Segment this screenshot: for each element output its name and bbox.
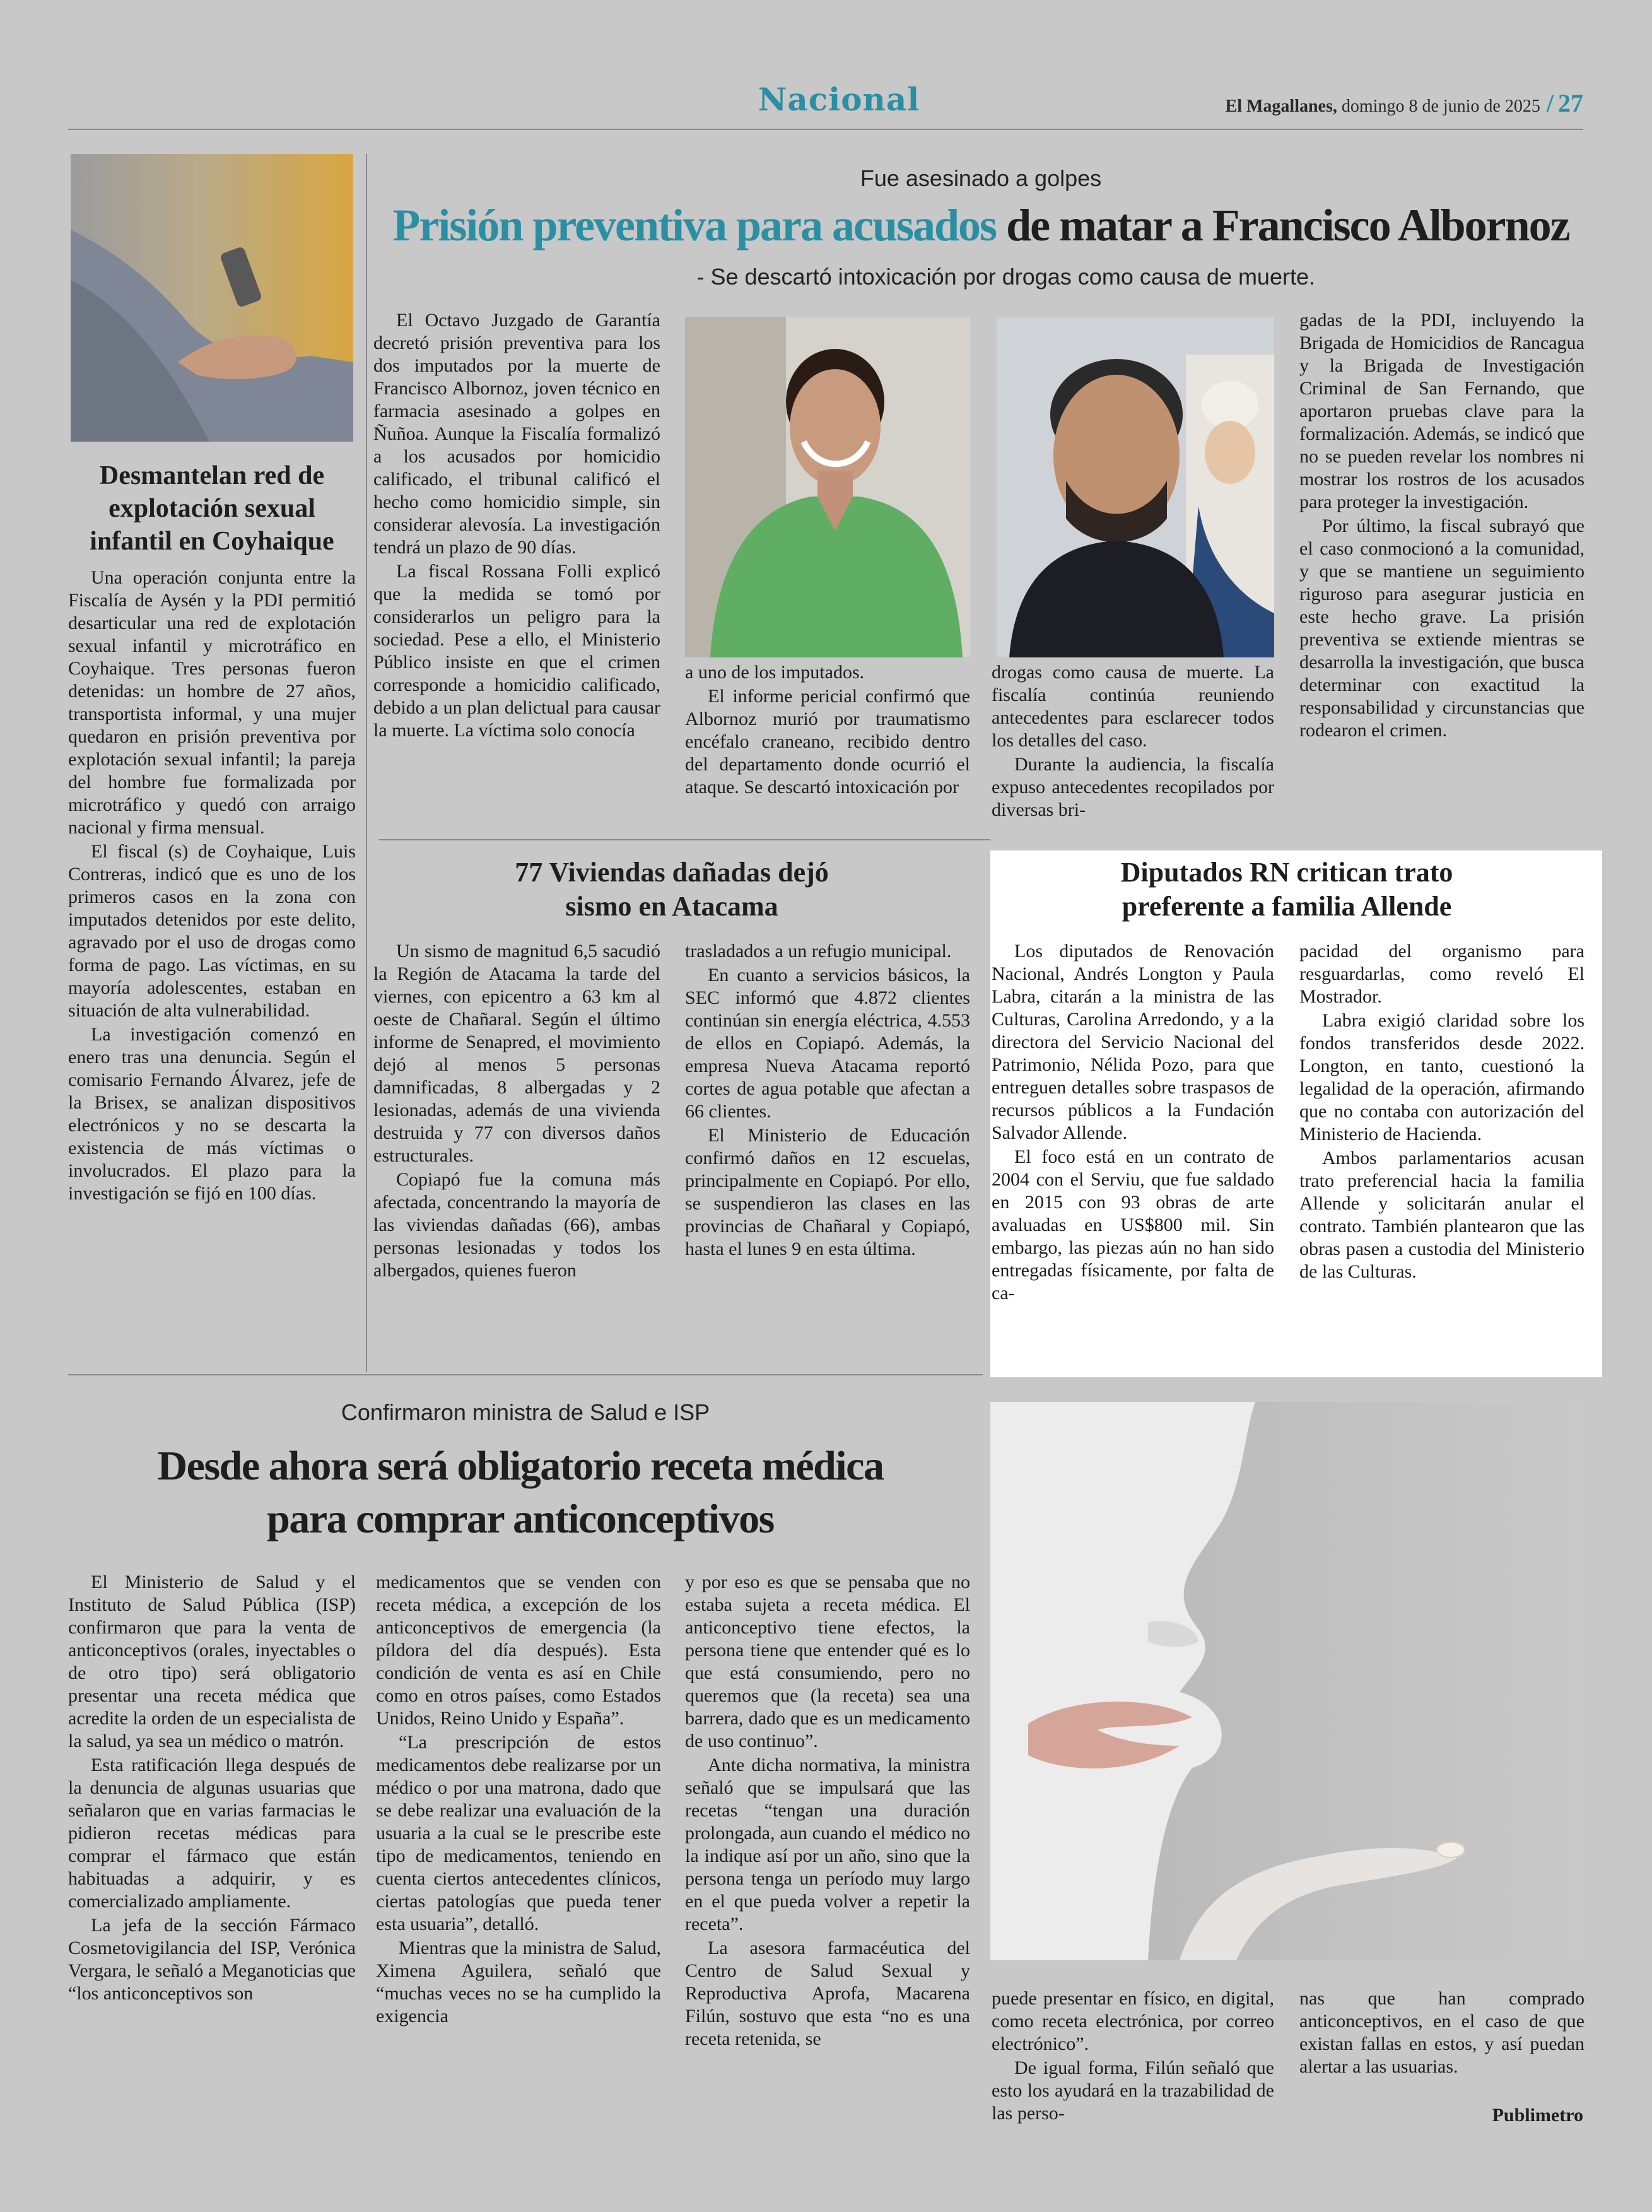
rn-paragraph: El foco está en un contrato de 2004 con el Serviu, que fue saldado en 2015 con 93 obras de arte avaluadas en US$800 mil. Sin embargo, las piezas aún no han sido entregadas físicamente, por falta de ca- (992, 1146, 1274, 1303)
pill-paragraph: Ante dicha normativa, la ministra señaló que se impulsará que las recetas “tengan una duración prolongada, aun cuando el médico no la indique así por un año, sino que la persona tenga un período muy largo en el que pueda volver a repetir la receta”. (685, 1755, 970, 1934)
pill-paragraph: medicamentos que se venden con receta médica, a excepción de los anticonceptivos de emergencia (la píldora del día después). Esta condición de venta es así en Chile como en otros países, como Estados Unidos, Reino Unido y España”. (376, 1572, 661, 1729)
lead-headline-accent: Prisión preventiva para acusados (392, 200, 997, 250)
lead-photo-right (997, 317, 1274, 657)
pill-paragraph: La asesora farmacéutica del Centro de Salud Sexual y Reproductiva Aprofa, Macarena Filún, sostuvo que esta “no es una receta retenida, se (685, 1938, 970, 2049)
quake-paragraph: En cuanto a servicios básicos, la SEC informó que 4.872 clientes continúan sin energía eléctrica, 4.553 de ellos en Copiapó. Además, la empresa Nueva Atacama reportó cortes de agua potable que afectan a 66 clientes. (685, 965, 970, 1122)
rn-paragraph: Ambos parlamentarios acusan trato preferencial hacia la familia Allende y solicitarán anular el contrato. También plantearon que las obras pasen a custodia del Ministerio de las Culturas. (1299, 1148, 1585, 1282)
pill-paragraph: nas que han comprado anticonceptivos, en el caso de que existan fallas en estos, y así puedan alertar a las usuarias. (1299, 1988, 1585, 2077)
rn-paragraph: pacidad del organismo para resguardarlas, como reveló El Mostrador. (1299, 941, 1585, 1007)
lead-column-2 (685, 661, 970, 800)
pill-paragraph: y por eso es que se pensaba que no estaba sujeta a receta médica. El anticonceptivo tiene efectos, la persona tiene que entender qué es lo que está consumiendo, pero no queremos que (la receta) sea una barrera, dado que es un medicamento de uso continuo”. (685, 1572, 970, 1751)
quake-title: 77 Viviendas dañadas dejó sismo en Atacama (515, 857, 829, 922)
lead-paragraph: Por último, la fiscal subrayó que el caso conmocionó a la comunidad, y que se mantiene un seguimiento riguroso para asegurar justicia en este hecho grave. La prisión preventiva se extiende mientras se desarrolla la investigación, que busca determinar con exactitud la responsabilidad y circunstancias que rodearon el crimen. (1299, 515, 1585, 741)
pill-column-4 (992, 1987, 1274, 2126)
section-rule (68, 1374, 983, 1375)
side-paragraph: La investigación comenzó en enero tras una denuncia. Según el comisario Fernando Álvarez, jefe de la Brisex, se analizan dispositivos electrónicos y no se descarta la existencia de más víctimas o involucrados. El plazo para la investigación se fijó en 100 días. (68, 1024, 356, 1204)
lead-column-1 (373, 309, 660, 743)
rn-paragraph: Los diputados de Renovación Nacional, Andrés Longton y Paula Labra, citarán a la ministra de las Culturas, Carolina Arredondo, y a la directora del Servicio Nacional del Patrimonio, Nélida Pozo, para que entreguen detalles sobre traspasos de recursos públicos a la Fundación Salvador Allende. (992, 941, 1274, 1143)
lead-subhead: - Se descartó intoxicación por drogas como causa de muerte. (696, 264, 1315, 290)
pill-kicker: Confirmaron ministra de Salud e ISP (341, 1399, 710, 1425)
woman-nose-pill-photo-icon (990, 1402, 1583, 1960)
pill-column-1 (68, 1571, 356, 2006)
lead-photo-left (685, 317, 970, 657)
pill-paragraph: El Ministerio de Salud y el Instituto de Salud Pública (ISP) confirmaron que para la venta de anticonceptivos (orales, inyectables o de otro tipo) será obligatorio presentar una receta médica que acredite la orden de un especialista de la salud, ya sea un médico o matrón. (68, 1572, 356, 1751)
page-number: 27 (1558, 89, 1583, 117)
quake-paragraph: trasladados a un refugio municipal. (685, 941, 952, 962)
issue-date: domingo 8 de junio de 2025 (1337, 97, 1540, 116)
rn-title: Diputados RN critican trato preferente a familia Allende (1120, 857, 1453, 922)
rn-paragraph: Labra exigió claridad sobre los fondos transferidos desde 2022. Longton, en tanto, cuestionó la legalidad de la operación, afirmando que no contaba con autorización del Ministerio de Hacienda. (1299, 1010, 1585, 1144)
man-green-scrubs-photo-icon (685, 317, 970, 657)
lead-paragraph: a uno de los imputados. (685, 662, 865, 683)
lead-paragraph: drogas como causa de muerte. La fiscalía continúa reuniendo antecedentes para esclarecer todos los detalles del caso. (992, 662, 1274, 751)
lead-column-3 (992, 661, 1274, 823)
side-photo (71, 154, 353, 442)
masthead-info (1110, 88, 1583, 118)
quake-paragraph: El Ministerio de Educación confirmó daños en 12 escuelas, principalmente en Copiapó. Por ello, se suspendieron las clases en las provincias de Chañaral y Copiapó, hasta el lunes 9 en esta última. (685, 1125, 970, 1259)
pill-column-3 (685, 1571, 970, 2052)
lead-paragraph: El informe pericial confirmó que Albornoz murió por traumatismo encéfalo craneano, recibido dentro del departamento donde ocurrió el ataque. Se descartó intoxicación por (685, 686, 970, 797)
masthead-rule (68, 129, 1583, 130)
lead-paragraph: gadas de la PDI, incluyendo la Brigada de Homicidios de Rancagua y la Brigada de Investigación Criminal de San Fernando, que aportaron pruebas clave para la formalización. Además, se indicó que no se pueden revelar los nombres ni mostrar los rostros de los acusados para proteger la investigación. (1299, 310, 1585, 512)
hand-photo-icon (71, 154, 353, 442)
side-paragraph: El fiscal (s) de Coyhaique, Luis Contreras, indicó que es uno de los primeros casos en la zona con imputados detenidos por este delito, agravado por el uso de drogas como forma de pago. Las víctimas, en su mayoría adolescentes, estaban en situación de alta vulnerabilidad. (68, 841, 356, 1021)
quake-paragraph: Un sismo de magnitud 6,5 sacudió la Región de Atacama la tarde del viernes, con epicentro a 63 km al oeste de Chañaral. Según el último informe de Senapred, el movimiento dejó al menos 5 personas damnificadas, 8 albergadas y 2 lesionadas, además de una vivienda destruida y 77 con diversos daños estructurales. (373, 941, 660, 1166)
pill-credit: Publimetro (1492, 2105, 1583, 2126)
pill-paragraph: Esta ratificación llega después de la denuncia de algunas usuarias que señalaron que en varias farmacias le pidieron recetas médicas para comprar el fármaco que están habituadas a adquirir, y es comercializado ampliamente. (68, 1755, 356, 1912)
quake-column-2 (685, 940, 970, 1262)
pill-paragraph: puede presentar en físico, en digital, como receta electrónica, por correo electrónico”. (992, 1988, 1274, 2054)
pill-paragraph: De igual forma, Filún señaló que esto los ayudará en la trazabilidad de las perso- (992, 2057, 1274, 2124)
pill-paragraph: Mientras que la ministra de Salud, Ximena Aguilera, señaló que “muchas veces no se ha cumplido la exigencia (376, 1938, 661, 2027)
pill-photo (990, 1402, 1583, 1960)
lead-paragraph: La fiscal Rossana Folli explicó que la medida se tomó por considerarlos un peligro para la sociedad. Pese a ello, el Ministerio Público insiste en que el crimen corresponde a homicidio calificado, debido a un plan delictual para causar la muerte. La víctima solo conocía (373, 561, 660, 741)
section-title: Nacional (758, 81, 920, 118)
side-paragraph: Una operación conjunta entre la Fiscalía de Aysén y la PDI permitió desarticular una red de explotación sexual infantil y microtráfico en Coyhaique. Tres personas fueron detenidas: un hombre de 27 años, transportista informal, y una mujer quedaron en prisión preventiva por explotación sexual infantil; la pareja del hombre fue formalizada por microtráfico y quedó con arraigo nacional y firma mensual. (68, 567, 356, 838)
lead-paragraph: El Octavo Juzgado de Garantía decretó prisión preventiva para los dos imputados por la muerte de Francisco Albornoz, joven técnico en farmacia asesinado a golpes en Ñuñoa. Aunque la Fiscalía formalizó a los acusados por homicidio calificado, el tribunal calificó el hecho como homicidio simple, sin considerar alevosía. La investigación tendrá un plazo de 90 días. (373, 310, 660, 558)
newspaper-name: El Magallanes, (1225, 97, 1337, 116)
pill-paragraph: La jefa de la sección Fármaco Cosmetovigilancia del ISP, Verónica Vergara, le señaló a Meganoticias que “los anticonceptivos son (68, 1915, 356, 2004)
rn-column-2 (1299, 940, 1585, 1285)
pill-column-5 (1299, 1987, 1585, 2080)
side-story-title: Desmantelan red de explotación sexual infantil en Coyhaique (90, 461, 334, 556)
section-rule (378, 839, 990, 840)
rn-column-1 (992, 940, 1274, 1306)
quake-paragraph: Copiapó fue la comuna más afectada, concentrando la mayoría de las viviendas dañadas (66), ambas personas lesionadas y todos los albergados, quienes fueron (373, 1169, 660, 1281)
lead-kicker: Fue asesinado a golpes (860, 165, 1102, 191)
page-separator: / (1540, 89, 1554, 117)
pill-headline: Desde ahora será obligatorio receta médica para comprar anticonceptivos (157, 1443, 884, 1542)
side-story-body (68, 567, 356, 1206)
man-selfie-photo-icon (997, 317, 1274, 657)
quake-column-1 (373, 940, 660, 1283)
lead-headline (378, 202, 1583, 250)
pill-paragraph: “La prescripción de estos medicamentos debe realizarse por un médico o por una matrona, dado que se debe realizar una evaluación de la usuaria a la cual se le prescribe este tipo de medicamentos, teniendo en cuenta ciertos antecedentes clínicos, ciertas patologías que pueda tener esta usuaria”, detalló. (376, 1732, 661, 1934)
lead-paragraph: Durante la audiencia, la fiscalía expuso antecedentes recopilados por diversas bri- (992, 754, 1274, 820)
pill-column-2 (376, 1571, 661, 2029)
lead-headline-rest: de matar a Francisco Albornoz (996, 200, 1569, 250)
column-divider (366, 154, 367, 1372)
lead-column-4 (1299, 309, 1585, 743)
